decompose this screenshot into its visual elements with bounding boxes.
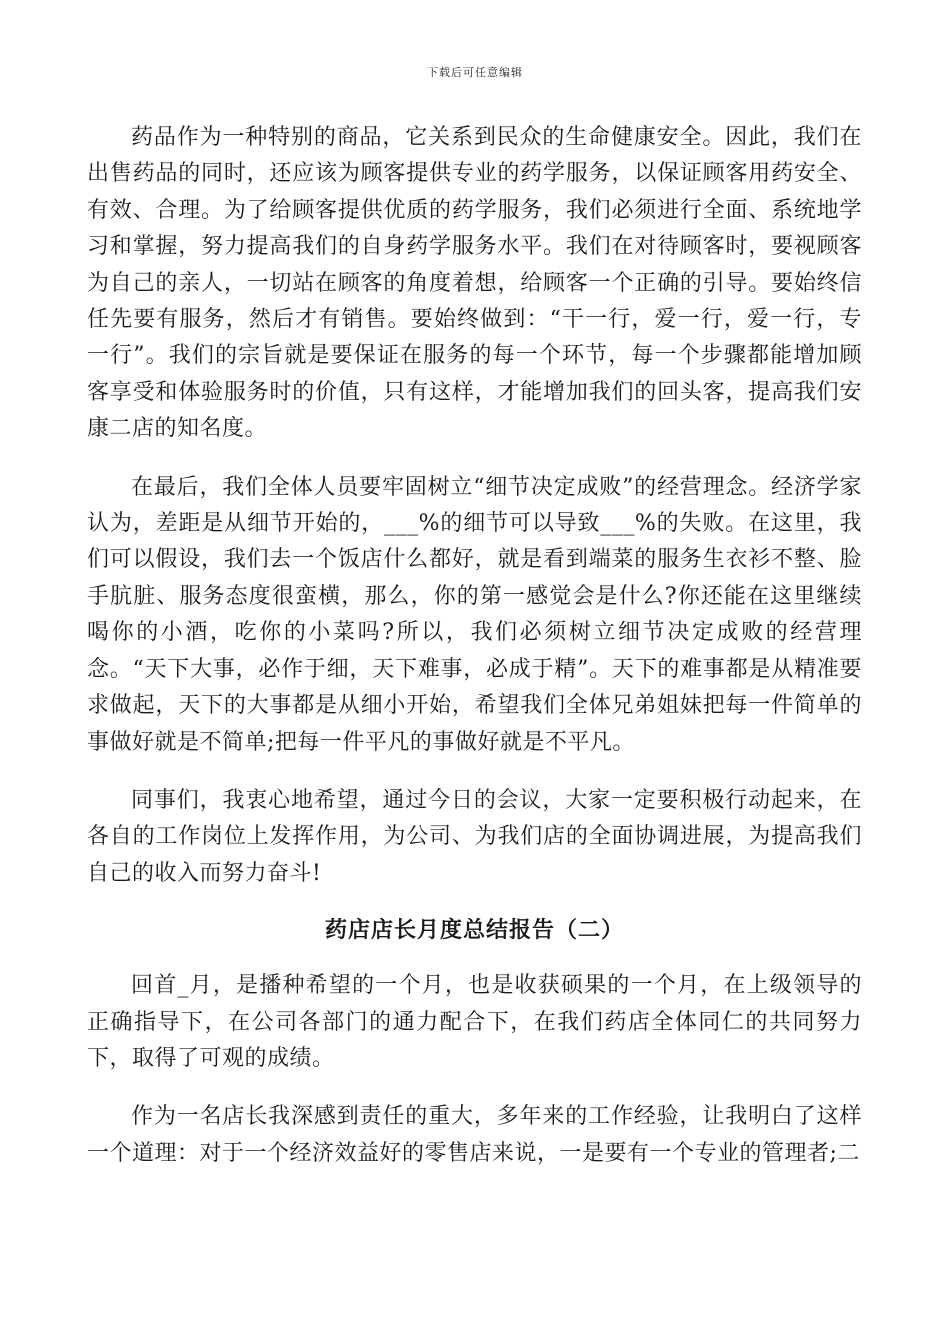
document-body xyxy=(87,120,862,1194)
page-header-note: 下载后可任意编辑 xyxy=(427,66,523,79)
body-paragraph-1: 药品作为一种特别的商品，它关系到民众的生命健康安全。因此，我们在出售药品的同时，还应该为顾客提供专业的药学服务，以保证顾客用药安全、有效、合理。为了给顾客提供优质的药学服务，我们必须进行全面、系统地学习和掌握，努力提高我们的自身药学服务水平。我们在对待顾客时，要视顾客为自己的亲人，一切站在顾客的角度着想，给顾客一个正确的引导。要始终信任先要有服务，然后才有销售。要始终做到：“干一行，爱一行，爱一行，专一行”。我们的宗旨就是要保证在服务的每一个环节，每一个步骤都能增加顾客享受和体验服务时的价值，只有这样，才能增加我们的回头客，提高我们安康二店的知名度。 xyxy=(87,125,862,442)
section-title: 药店店长月度总结报告（二） xyxy=(324,918,624,944)
body-paragraph-3: 同事们，我衷心地希望，通过今日的会议，大家一定要积极行动起来，在各自的工作岗位上发挥作用，为公司、为我们店的全面协调进展，为提高我们自己的收入而努力奋斗! xyxy=(87,787,862,886)
section-paragraph-1: 回首_月，是播种希望的一个月，也是收获硕果的一个月，在上级领导的正确指导下，在公司各部门的通力配合下，在我们药店全体同仁的共同努力下，取得了可观的成绩。 xyxy=(87,973,862,1071)
body-paragraph-2: 在最后，我们全体人员要牢固树立“细节决定成败”的经营理念。经济学家认为，差距是从细节开始的，___%的细节可以导致___%的失败。在这里，我们可以假设，我们去一个饭店什么都好，就是看到端菜的服务生衣衫不整、脸手肮脏、服务态度很蛮横，那么，你的第一感觉会是什么?你还能在这里继续喝你的小酒，吃你的小菜吗?所以，我们必须树立细节决定成败的经营理念。“天下大事，必作于细，天下难事，必成于精”。天下的难事都是从精准要求做起，天下的大事都是从细小开始，希望我们全体兄弟姐妹把每一件简单的事做好就是不简单;把每一件平凡的事做好就是不平凡。 xyxy=(87,474,862,755)
section-paragraph-2: 作为一名店长我深感到责任的重大，多年来的工作经验，让我明白了这样一个道理：对于一个经济效益好的零售店来说，一是要有一个专业的管理者;二 xyxy=(87,1104,862,1166)
